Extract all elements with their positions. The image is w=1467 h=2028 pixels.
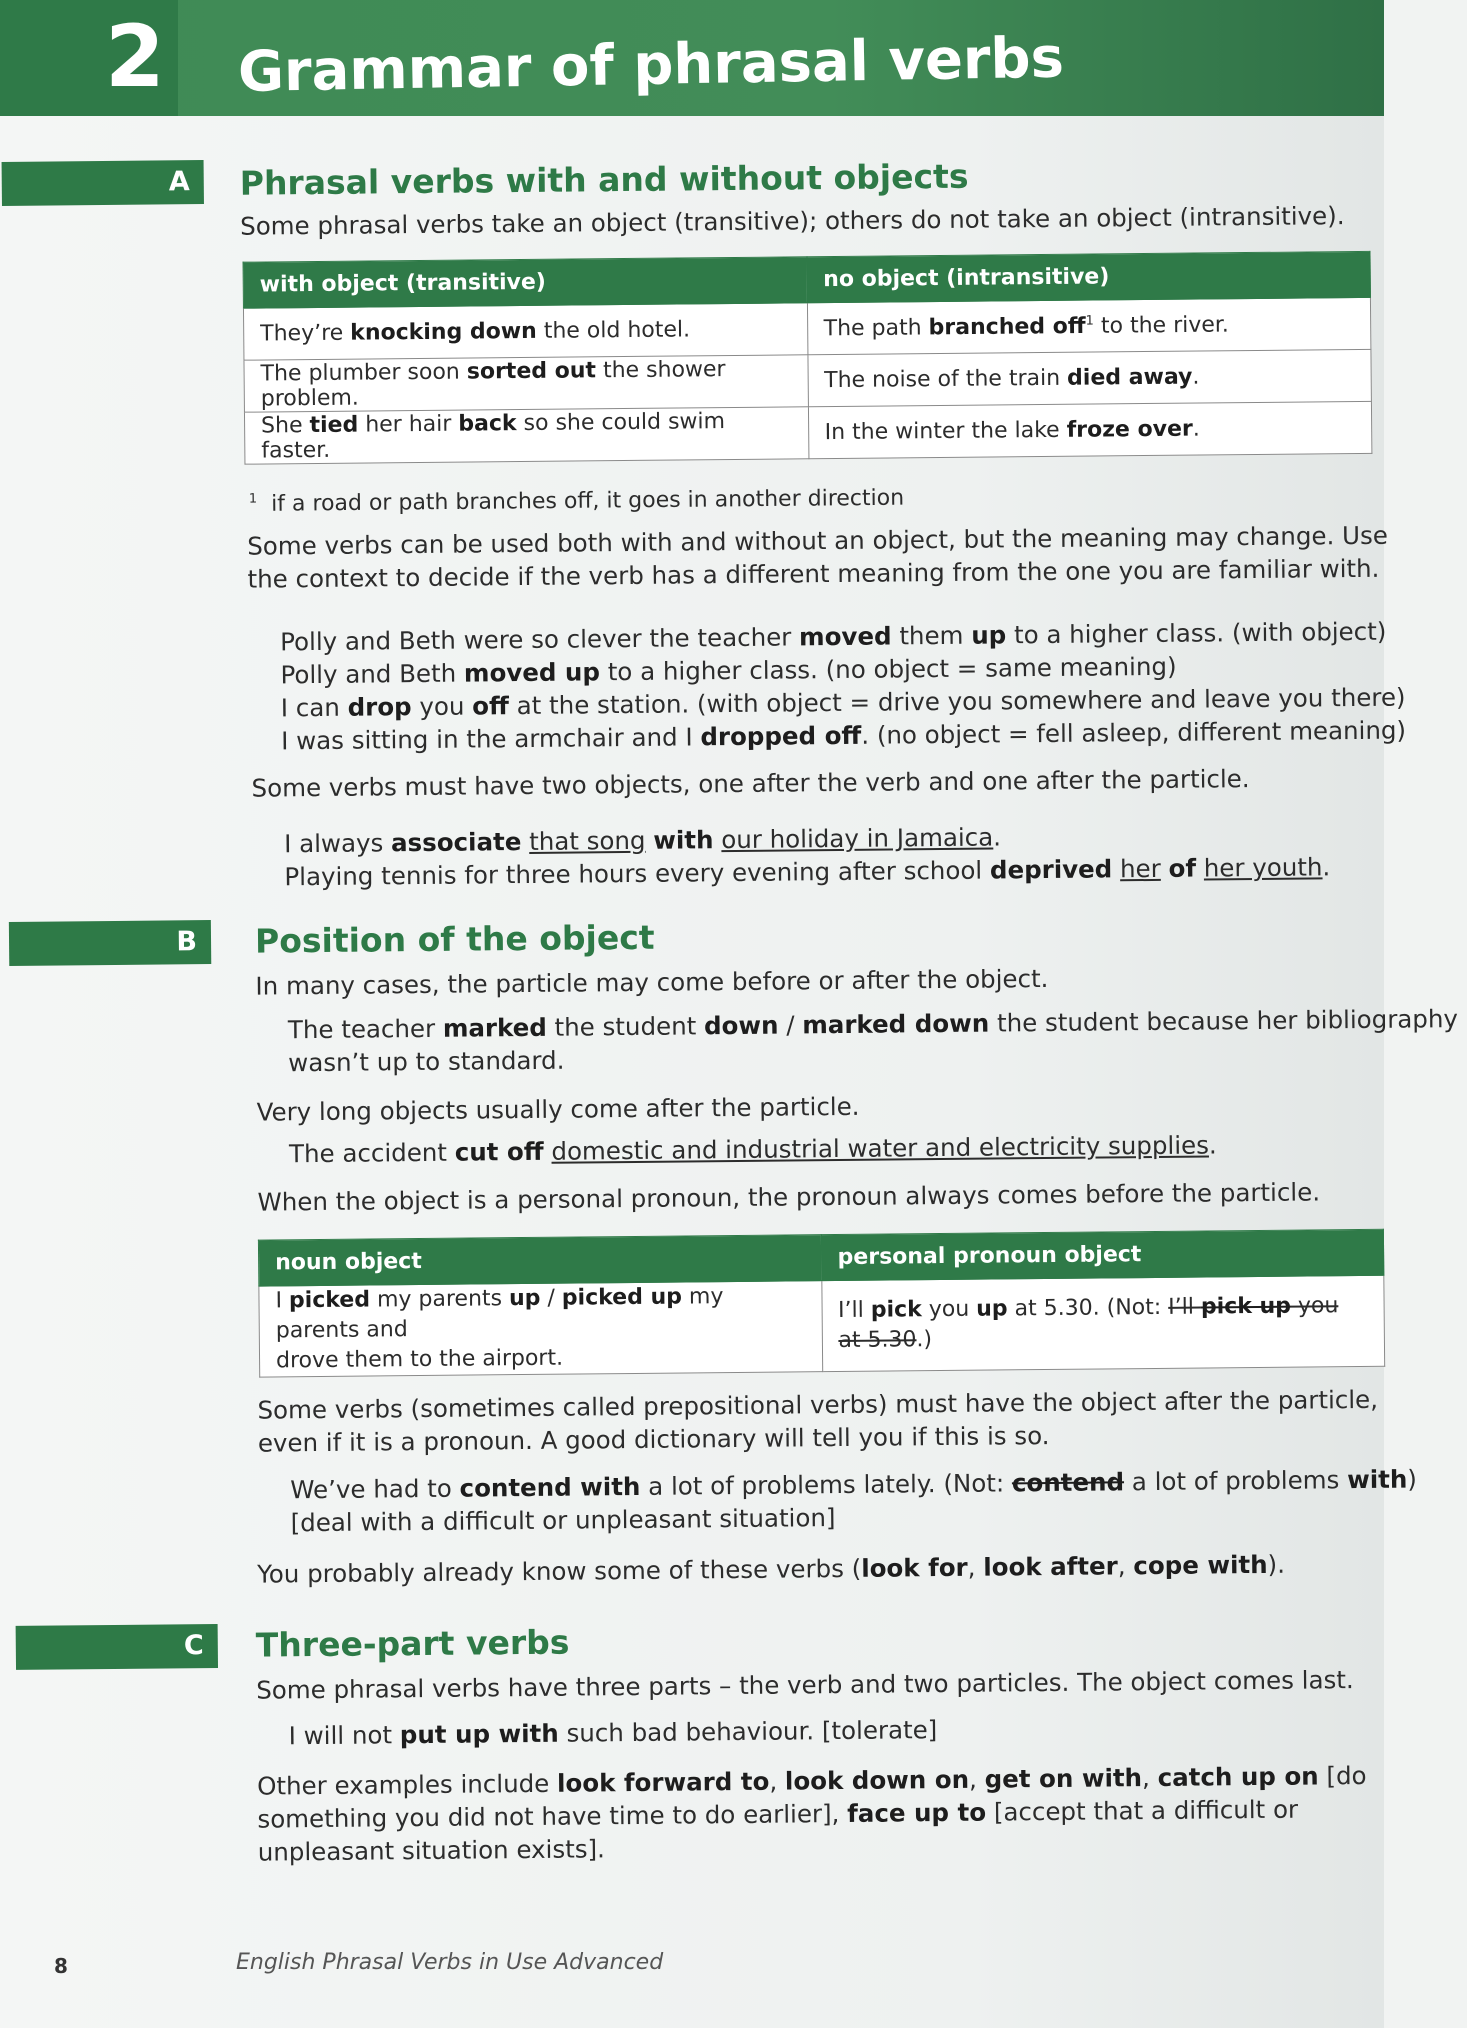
struck-phrasal-verb: contend [1011, 1467, 1125, 1498]
struck-text: at 5.30 [838, 1327, 917, 1354]
section-tab-a [2, 160, 204, 206]
text: We’ve had to [290, 1473, 460, 1505]
section-a-examples1 [280, 615, 1406, 758]
text: Other examples include [257, 1768, 558, 1801]
phrasal-verb: look after [983, 1551, 1118, 1582]
text: , [967, 1552, 984, 1582]
footnote-ref: 1 [1085, 313, 1094, 329]
table-row [244, 401, 1371, 464]
cell-line [275, 1281, 805, 1346]
cell-text: . [1192, 364, 1200, 390]
cell-text: so she could swim faster. [261, 408, 726, 464]
text: / [540, 1285, 562, 1311]
phrasal-verb: up [971, 620, 1007, 650]
section-b-para4 [257, 1383, 1378, 1460]
phrasal-verb: put up with [399, 1718, 559, 1750]
text: , [968, 1764, 985, 1794]
phrasal-verb: contend with [459, 1471, 641, 1503]
footnote [249, 485, 904, 517]
section-b-para2: Very long objects usually come after the particle. [256, 1091, 860, 1127]
text: my parents and [275, 1284, 724, 1344]
para-line: the context to decide if the verb has a different meaning from the one you are familiar with. [247, 553, 1380, 594]
section-c-heading: Three-part verbs [255, 1622, 570, 1665]
phrasal-verb: cut off [454, 1136, 544, 1167]
text: to a higher class. (with object) [1006, 616, 1387, 650]
phrasal-verb: picked [288, 1287, 371, 1314]
cell-text: In the winter the lake [824, 417, 1067, 446]
phrasal-verb: pick [870, 1297, 922, 1323]
section-b-para5 [257, 1548, 1285, 1591]
text: my parents [369, 1286, 510, 1313]
table-cell [807, 349, 1371, 406]
table-cell [244, 355, 808, 412]
object-underlined: her [1119, 853, 1161, 884]
text: I always [283, 828, 392, 859]
section-c-example1 [289, 1713, 938, 1752]
phrasal-verb: look for [861, 1552, 968, 1583]
cell-text: She [260, 412, 310, 439]
struck-text: you [1290, 1293, 1339, 1319]
section-a-para3: Some verbs must have two objects, one after the verb and one after the particle. [251, 764, 1250, 803]
cell-text: The noise of the train [824, 365, 1068, 394]
phrasal-verb: associate [390, 827, 522, 858]
text: . (no object = fell asleep, different meaning) [861, 715, 1407, 750]
text: The accident [288, 1137, 455, 1169]
text: the student because her bibliography [989, 1004, 1459, 1038]
cell-text: . [1192, 416, 1200, 442]
cell-phrasal-verb: knocking down [350, 318, 537, 346]
text: [accept that a difficult or [985, 1794, 1299, 1827]
phrasal-verb: of [1168, 853, 1197, 883]
para-line: Some verbs (sometimes called prepositional verbs) must have the object after the particle, [257, 1384, 1379, 1425]
phrasal-verb: up [508, 1285, 541, 1312]
footnote-mark: 1 [248, 491, 258, 507]
cell-text: to the river. [1093, 312, 1229, 339]
phrasal-verb: get on with [984, 1763, 1143, 1794]
text: Polly and Beth were so clever the teacher [280, 622, 800, 657]
phrasal-verb: marked [442, 1012, 547, 1043]
table-cell [808, 401, 1372, 458]
section-a-para2 [247, 519, 1388, 596]
example-line [289, 1128, 1217, 1170]
table-row [259, 1275, 1385, 1377]
cell-text: her hair [358, 411, 459, 438]
section-c-para2 [257, 1759, 1367, 1869]
text: a lot of problems lately. (Not: [640, 1468, 1013, 1501]
phrasal-verb: off [472, 691, 510, 721]
text: something you did not have time to do earlier], [257, 1798, 848, 1834]
section-b-heading: Position of the object [254, 917, 655, 961]
text: The teacher [287, 1013, 444, 1045]
example-line [289, 1713, 938, 1752]
cell-line [838, 1291, 1368, 1326]
struck-text: I’ll [1168, 1294, 1202, 1320]
section-b-example2 [289, 1128, 1217, 1170]
text: , [769, 1766, 786, 1796]
cell-phrasal-verb: died away [1066, 364, 1193, 391]
phrasal-verb: up [976, 1296, 1008, 1322]
text: . [1208, 1130, 1217, 1160]
phrasal-verb: catch up on [1157, 1761, 1319, 1792]
text: . [993, 822, 1002, 852]
section-letter-b: B [176, 926, 198, 958]
phrasal-verb: dropped off [700, 720, 862, 752]
para-line: Some verbs can be used both with and without an object, but the meaning may change. Use [247, 520, 1388, 561]
section-tab-c [16, 1624, 218, 1670]
example-line: wasn’t up to standard. [288, 1045, 565, 1078]
table-header: personal pronoun object [821, 1229, 1384, 1280]
section-letter-c: C [183, 1630, 204, 1662]
section-letter-a: A [168, 166, 190, 198]
text: / [778, 1010, 803, 1040]
section-b-example1 [288, 1002, 1459, 1079]
phrasal-verb: cope with [1133, 1549, 1268, 1581]
cell-phrasal-verb: branched off [928, 313, 1086, 341]
para-line: unpleasant situation exists]. [257, 1834, 605, 1867]
cell-text: the old hotel. [536, 317, 691, 344]
object-underlined: domestic and industrial water and electricity supplies [551, 1130, 1210, 1166]
phrasal-verb: look down on [784, 1764, 970, 1796]
text: them [891, 620, 972, 651]
example-line: [deal with a difficult or unpleasant situation] [290, 1503, 836, 1538]
text: ) [1407, 1464, 1418, 1494]
text: you [921, 1296, 977, 1323]
cell-phrasal-verb: sorted out [466, 357, 597, 385]
text: I was sitting in the armchair and I [280, 722, 701, 756]
cell-text: The plumber soon [260, 359, 467, 387]
section-a-heading: Phrasal verbs with and without objects [239, 156, 969, 203]
table-header: noun object [258, 1235, 821, 1286]
text: .) [916, 1327, 933, 1353]
phrasal-verb: face up to [847, 1797, 987, 1828]
phrasal-verb: picked up [561, 1284, 683, 1311]
section-a-examples2 [284, 817, 1330, 893]
cell-line: drove them to the airport. [275, 1345, 564, 1374]
phrasal-verb: look forward to [556, 1766, 770, 1798]
phrasal-verb: deprived [989, 854, 1113, 885]
para-line: even if it is a pronoun. A good dictionary will tell you if this is so. [257, 1420, 1050, 1458]
section-a-intro: Some phrasal verbs take an object (transitive); others do not take an object (intransitive). [240, 201, 1345, 241]
text: at 5.30. (Not: [1007, 1294, 1169, 1322]
table-cell [244, 407, 808, 464]
phrasal-verb: drop [347, 692, 412, 722]
object-underlined: her youth [1203, 852, 1323, 883]
footnote-text: if a road or path branches off, it goes in another direction [271, 485, 905, 517]
text: you [411, 691, 473, 722]
text: . [1322, 852, 1331, 882]
cell-phrasal-verb: tied [309, 412, 359, 438]
text: You probably already know some of these verbs ( [256, 1553, 862, 1589]
text: , [1117, 1551, 1134, 1581]
text: [do [1318, 1760, 1367, 1791]
cell-phrasal-verb: froze over [1066, 416, 1193, 443]
object-underlined: our holiday in Jamaica [721, 822, 994, 855]
table-header: with object (transitive) [243, 257, 807, 308]
text: ). [1267, 1549, 1286, 1579]
section-c-intro: Some phrasal verbs have three parts – the verb and two particles. The object comes last. [256, 1665, 1354, 1705]
page-number: 8 [54, 1954, 68, 1978]
cell-text: The path [823, 315, 929, 342]
phrasal-verb: with [653, 825, 714, 855]
section-b-intro: In many cases, the particle may come before or after the object. [255, 963, 1049, 1001]
text: I’ll [837, 1297, 871, 1324]
text: Polly and Beth [280, 658, 465, 690]
text: such bad behaviour. [tolerate] [558, 1715, 938, 1748]
text: a lot of problems [1123, 1465, 1348, 1497]
text: I can [280, 692, 348, 723]
transitive-table [243, 251, 1373, 465]
phrasal-verb: with [1346, 1464, 1408, 1495]
table-cell [821, 1275, 1384, 1371]
table-cell [243, 303, 807, 360]
table-cell [807, 297, 1371, 354]
table-header: no object (intransitive) [807, 251, 1371, 302]
unit-number: 2 [105, 7, 165, 107]
struck-phrasal-verb: pick up [1200, 1293, 1292, 1320]
pronoun-table [258, 1229, 1385, 1378]
text: Playing tennis for three hours every evening after school [284, 855, 991, 892]
object-underlined: that song [529, 825, 646, 856]
text: to a higher class. (no object = same meaning) [599, 651, 1177, 687]
phrasal-verb: marked down [802, 1008, 990, 1040]
phrasal-verb: moved [798, 621, 892, 652]
text: the student [546, 1011, 705, 1042]
cell-phrasal-verb: back [458, 410, 517, 437]
text: I will not [288, 1720, 400, 1751]
text: , [1141, 1762, 1158, 1793]
section-b-example3 [290, 1462, 1417, 1539]
cell-text: the shower problem. [260, 356, 726, 412]
text: at the station. (with object = drive you somewhere and leave you there) [508, 682, 1406, 721]
text: I [275, 1288, 290, 1314]
section-b-para3: When the object is a personal pronoun, the pronoun always comes before the particle. [257, 1177, 1321, 1217]
section-tab-b [9, 920, 211, 966]
table-cell [259, 1281, 822, 1377]
page-title: Grammar of phrasal verbs [237, 25, 1065, 105]
book-title: English Phrasal Verbs in Use Advanced [236, 1950, 664, 1975]
phrasal-verb: moved up [463, 657, 601, 688]
phrasal-verb: down [703, 1010, 779, 1041]
cell-text: They’re [260, 320, 351, 347]
cell-line [838, 1321, 1368, 1356]
